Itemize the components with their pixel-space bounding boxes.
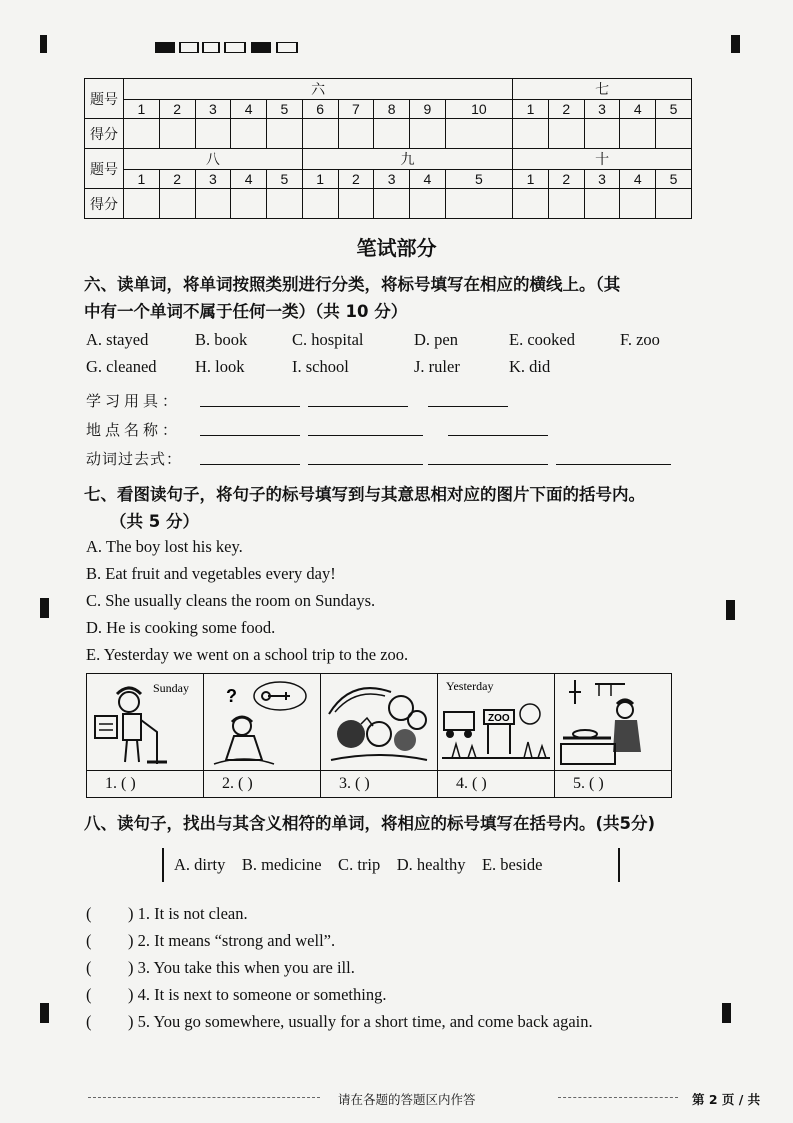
answer-blank-5[interactable]: 5. ( ) (555, 771, 672, 798)
q6-option: G. cleaned (86, 357, 157, 376)
answer-blank-1[interactable]: 1. ( ) (87, 771, 204, 798)
q7-title-line2: （共 5 分） (110, 512, 199, 531)
answer-line[interactable] (200, 435, 300, 436)
q6-option: F. zoo (620, 330, 660, 349)
score-cell[interactable] (445, 119, 512, 149)
q8-paren[interactable]: ( (86, 985, 92, 1004)
corner-mark-top-left (40, 35, 47, 53)
top-number-cell: 3 (195, 100, 231, 119)
side-mark-right (726, 600, 735, 620)
bottom-mark-right (722, 1003, 731, 1023)
score-cell[interactable] (302, 189, 338, 219)
bottom-number-cell: 2 (548, 170, 584, 189)
svg-text:?: ? (226, 686, 237, 706)
bottom-number-cell: 1 (513, 170, 549, 189)
group-label-9: 九 (302, 149, 512, 170)
score-cell[interactable] (195, 119, 231, 149)
q6-option: K. did (509, 357, 551, 376)
answer-line[interactable] (448, 435, 548, 436)
q6-option: D. pen (414, 330, 458, 349)
bottom-number-cell: 4 (410, 170, 446, 189)
category-label-places: 地点名称： (86, 421, 182, 439)
answer-line[interactable] (200, 464, 300, 465)
top-number-cell: 2 (159, 100, 195, 119)
top-number-cell: 5 (656, 100, 692, 119)
answer-blank-4[interactable]: 4. ( ) (438, 771, 555, 798)
q6-option: B. book (195, 330, 248, 349)
score-cell[interactable] (267, 189, 303, 219)
answer-line[interactable] (308, 406, 408, 407)
q6-option: J. ruler (414, 357, 460, 376)
score-cell[interactable] (159, 189, 195, 219)
score-cell[interactable] (584, 119, 620, 149)
side-mark-left (40, 598, 49, 618)
q8-paren[interactable]: ( (86, 958, 92, 977)
top-number-cell: 5 (267, 100, 303, 119)
score-cell[interactable] (374, 189, 410, 219)
score-cell[interactable] (231, 119, 267, 149)
category-label-stationery: 学习用具： (86, 392, 182, 410)
footer-page-number: 第 2 页 / 共 (692, 1092, 761, 1107)
q6-option: A. stayed (86, 330, 149, 349)
top-number-cell: 9 (410, 100, 446, 119)
score-cell[interactable] (548, 119, 584, 149)
group-label-10: 十 (513, 149, 692, 170)
group-label-8: 八 (124, 149, 303, 170)
score-table (84, 78, 692, 219)
score-cell[interactable] (410, 189, 446, 219)
footer-note: 请在各题的答题区内作答 (338, 1092, 476, 1107)
score-cell[interactable] (124, 189, 160, 219)
score-cell[interactable] (231, 189, 267, 219)
bottom-number-cell: 2 (338, 170, 374, 189)
score-table-q-label: 题号 (85, 149, 124, 189)
score-cell[interactable] (124, 119, 160, 149)
top-number-cell: 1 (513, 100, 549, 119)
bottom-mark-left (40, 1003, 49, 1023)
q7-title-line1: 七、看图读句子，将句子的标号填写到与其意思相对应的图片下面的括号内。 (84, 485, 645, 504)
picture-fruit-vegetables (321, 674, 437, 770)
picture-table (86, 673, 672, 798)
score-table-q-label: 题号 (85, 79, 124, 119)
bottom-number-cell: 3 (374, 170, 410, 189)
q8-paren[interactable]: ( (86, 1012, 92, 1031)
top-number-cell: 3 (584, 100, 620, 119)
score-cell[interactable] (513, 189, 549, 219)
q8-item: ) 2. It means “strong and well”. (128, 931, 336, 950)
bottom-number-cell: 4 (231, 170, 267, 189)
q8-title: 八、读句子，找出与其含义相符的单词，将相应的标号填写在括号内。(共5分) (84, 814, 656, 833)
score-cell[interactable] (620, 189, 656, 219)
score-cell[interactable] (410, 119, 446, 149)
top-number-cell: 10 (445, 100, 512, 119)
bottom-number-cell: 2 (159, 170, 195, 189)
answer-line[interactable] (308, 464, 423, 465)
answer-blank-2[interactable]: 2. ( ) (204, 771, 321, 798)
score-cell[interactable] (338, 189, 374, 219)
q8-item: ) 1. It is not clean. (128, 904, 248, 923)
answer-line[interactable] (308, 435, 423, 436)
picture-lost-key (204, 674, 320, 770)
q6-title-line2: 中有一个单词不属于任何一类）（共 10 分） (84, 302, 408, 321)
q6-option: E. cooked (509, 330, 575, 349)
score-cell[interactable] (620, 119, 656, 149)
q7-sentence: C. She usually cleans the room on Sundays. (86, 591, 376, 610)
answer-line[interactable] (200, 406, 300, 407)
q7-sentence: A. The boy lost his key. (86, 537, 243, 556)
score-cell[interactable] (338, 119, 374, 149)
top-number-cell: 7 (338, 100, 374, 119)
q6-option: H. look (195, 357, 245, 376)
top-number-cell: 2 (548, 100, 584, 119)
q6-option: I. school (292, 357, 349, 376)
category-label-past-verbs: 动词过去式： (86, 450, 183, 468)
footer-divider-right (558, 1097, 678, 1098)
score-cell[interactable] (267, 119, 303, 149)
top-number-cell: 1 (124, 100, 160, 119)
answer-blank-3[interactable]: 3. ( ) (321, 771, 438, 798)
q8-item: ) 4. It is next to someone or something. (128, 985, 387, 1004)
answer-line[interactable] (428, 406, 508, 407)
score-cell[interactable] (656, 189, 692, 219)
q7-sentence: B. Eat fruit and vegetables every day! (86, 564, 336, 583)
top-number-cell: 6 (302, 100, 338, 119)
section-title: 笔试部分 (356, 236, 437, 260)
group-label-7: 七 (513, 79, 692, 100)
score-table-score-label: 得分 (85, 119, 124, 149)
q8-item: ) 5. You go somewhere, usually for a short time, and come back again. (128, 1012, 593, 1031)
score-cell[interactable] (656, 119, 692, 149)
score-cell[interactable] (445, 189, 512, 219)
q8-word-box: A. dirty B. medicine C. trip D. healthy E. beside (162, 848, 620, 882)
top-number-cell: 4 (231, 100, 267, 119)
answer-line[interactable] (556, 464, 671, 465)
score-cell[interactable] (195, 189, 231, 219)
bottom-number-cell: 5 (656, 170, 692, 189)
picture-zoo-trip (438, 674, 554, 770)
q8-paren[interactable]: ( (86, 931, 92, 950)
barcode-blocks (155, 38, 300, 49)
bottom-number-cell: 1 (302, 170, 338, 189)
score-cell[interactable] (584, 189, 620, 219)
pic-text-sunday: Sunday (153, 681, 189, 695)
picture-cleaning (87, 674, 203, 770)
score-cell[interactable] (302, 119, 338, 149)
answer-line[interactable] (428, 464, 548, 465)
corner-mark-top-right (731, 35, 740, 53)
bottom-number-cell: 3 (195, 170, 231, 189)
picture-cooking (555, 674, 671, 770)
bottom-number-cell: 1 (124, 170, 160, 189)
q8-item: ) 3. You take this when you are ill. (128, 958, 355, 977)
q6-title-line1: 六、读单词，将单词按照类别进行分类，将标号填写在相应的横线上。（其 (84, 275, 621, 294)
score-cell[interactable] (513, 119, 549, 149)
bottom-number-cell: 5 (267, 170, 303, 189)
score-cell[interactable] (548, 189, 584, 219)
q7-sentence: E. Yesterday we went on a school trip to the zoo. (86, 645, 409, 664)
group-label-6: 六 (124, 79, 513, 100)
score-cell[interactable] (159, 119, 195, 149)
bottom-number-cell: 4 (620, 170, 656, 189)
top-number-cell: 8 (374, 100, 410, 119)
score-table-score-label: 得分 (85, 189, 124, 219)
pic-text-yesterday: Yesterday (446, 679, 494, 693)
pic-text-zoo: ZOO (488, 713, 510, 724)
bottom-number-cell: 3 (584, 170, 620, 189)
q7-sentence: D. He is cooking some food. (86, 618, 276, 637)
q8-paren[interactable]: ( (86, 904, 92, 923)
bottom-number-cell: 5 (445, 170, 512, 189)
score-cell[interactable] (374, 119, 410, 149)
q6-option: C. hospital (292, 330, 364, 349)
top-number-cell: 4 (620, 100, 656, 119)
footer-divider-left (88, 1097, 320, 1098)
